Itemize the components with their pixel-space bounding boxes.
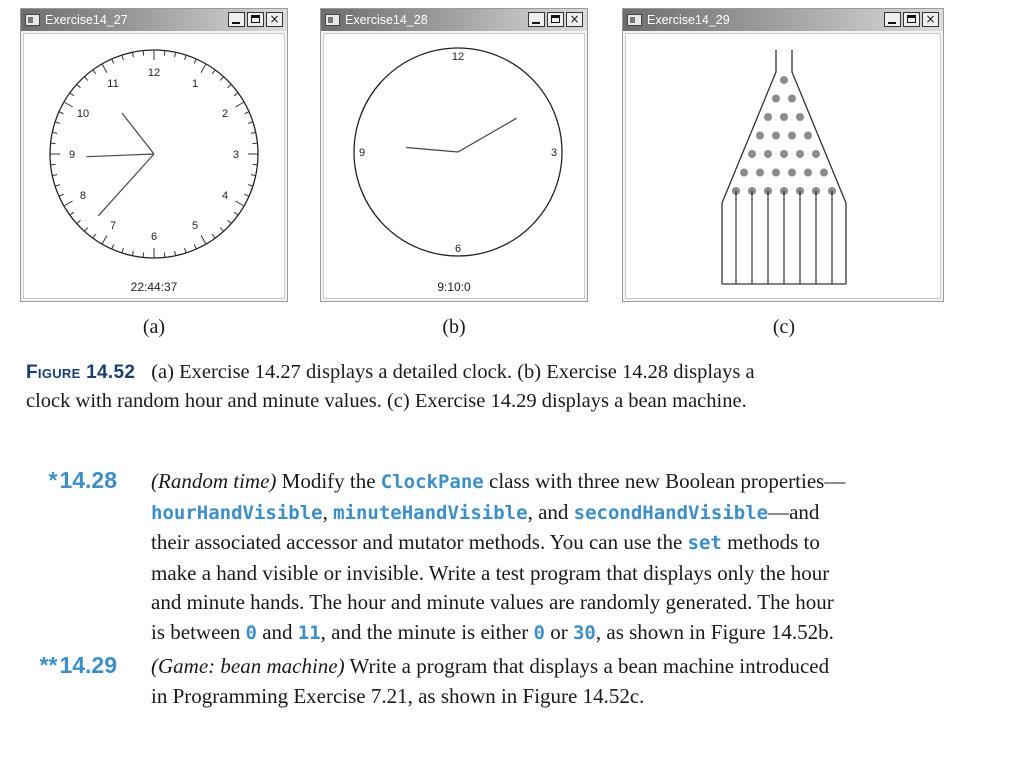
exercise-title: (Random time) — [151, 469, 277, 493]
clock-number: 11 — [107, 77, 119, 90]
window-exercise14-28 — [320, 8, 588, 302]
figure-caption — [26, 358, 926, 416]
peg — [796, 150, 804, 158]
exercise-number-text: 14.29 — [59, 652, 117, 678]
peg — [788, 95, 796, 103]
clock-number: 5 — [191, 220, 199, 233]
text: class with three new Boolean properties— — [483, 469, 846, 493]
tick-mark — [52, 175, 57, 176]
peg — [748, 150, 756, 158]
tick-mark — [143, 51, 144, 56]
text: Modify the — [276, 469, 381, 493]
difficulty-stars: ** — [39, 652, 58, 678]
tick-mark — [164, 252, 165, 257]
code-term: 0 — [245, 621, 257, 644]
app-icon[interactable] — [627, 14, 642, 26]
tick-mark — [248, 185, 253, 187]
peg — [780, 150, 788, 158]
sublabel-b: (b) — [442, 316, 466, 338]
caption-line-1: (a) Exercise 14.27 displays a detailed clock. (b) Exercise 14.28 displays a — [151, 361, 755, 383]
time-label: 9:10:0 — [437, 280, 471, 294]
tick-mark — [143, 252, 144, 257]
clock-number: 1 — [191, 77, 199, 90]
tick-mark — [132, 251, 133, 256]
text: Write a program that displays a bean machine introduced — [344, 654, 830, 678]
maximize-button[interactable] — [247, 12, 264, 27]
clock-number: 6 — [150, 231, 158, 243]
tick-mark — [122, 248, 124, 253]
title-bar[interactable] — [321, 9, 587, 31]
exercise-1428-text — [151, 467, 941, 648]
app-icon[interactable] — [25, 14, 40, 26]
hour-hand — [122, 113, 154, 154]
code-term: 11 — [297, 621, 321, 644]
tick-mark — [235, 102, 244, 107]
text: , — [322, 499, 334, 524]
peg — [772, 95, 780, 103]
code-term: ClockPane — [380, 471, 484, 493]
tick-mark — [185, 55, 187, 60]
window-title: Exercise14_29 — [647, 13, 730, 27]
caption-line-2: clock with random hour and minute values. (c) Exercise 14.29 displays a bean machine. — [26, 390, 747, 412]
peg — [788, 169, 796, 177]
text: —and — [768, 499, 820, 524]
minimize-button[interactable] — [884, 12, 901, 27]
tick-mark — [77, 84, 81, 87]
clock-number: 3 — [550, 147, 558, 159]
tick-mark — [59, 112, 64, 114]
code-term: minuteHandVisible — [333, 501, 528, 524]
tick-mark — [248, 122, 253, 124]
random-time-clock — [324, 34, 586, 300]
peg — [756, 169, 764, 177]
clock-number: 3 — [232, 149, 240, 161]
peg — [764, 113, 772, 121]
tick-mark — [212, 234, 215, 238]
minute-hand — [86, 154, 154, 157]
tick-mark — [55, 122, 60, 124]
maximize-button[interactable] — [903, 12, 920, 27]
tick-mark — [102, 64, 107, 73]
tick-mark — [77, 220, 81, 223]
clock-number: 8 — [79, 190, 87, 202]
code-term: secondHandVisible — [573, 501, 769, 524]
tick-mark — [212, 70, 215, 74]
tick-mark — [234, 93, 238, 96]
peg — [772, 132, 780, 140]
code-term: set — [687, 532, 722, 554]
sublabel-a: (a) — [142, 316, 166, 338]
code-term: 30 — [572, 621, 596, 644]
title-bar[interactable] — [623, 9, 943, 31]
close-button[interactable]: × — [566, 12, 583, 27]
line — [151, 618, 941, 649]
tick-mark — [52, 132, 57, 133]
line — [151, 498, 941, 529]
clock-number: 7 — [109, 220, 117, 233]
peg — [772, 169, 780, 177]
code-term: 0 — [533, 621, 545, 644]
window-title: Exercise14_28 — [345, 13, 428, 27]
sublabel-c: (c) — [772, 316, 796, 338]
line — [151, 652, 941, 682]
tick-mark — [64, 102, 73, 107]
tick-mark — [252, 143, 257, 144]
clock-number: 9 — [68, 149, 76, 161]
tick-mark — [164, 51, 165, 56]
tick-mark — [84, 77, 87, 81]
clock-pane — [323, 33, 585, 299]
figure-number: Figure 14.52 — [26, 362, 136, 383]
minute-hand — [458, 118, 517, 152]
app-icon[interactable] — [325, 14, 340, 26]
line: make a hand visible or invisible. Write a test program that displays only the hour — [151, 560, 830, 585]
minimize-button[interactable] — [228, 12, 245, 27]
tick-mark — [175, 251, 176, 256]
line — [151, 467, 941, 498]
peg — [820, 169, 828, 177]
line: in Programming Exercise 7.21, as shown in Figure 14.52c. — [151, 683, 645, 708]
text: and — [256, 619, 298, 644]
clock-number: 6 — [454, 243, 462, 255]
exercise-number-1428 — [17, 467, 117, 494]
tick-mark — [175, 52, 176, 57]
peg — [740, 169, 748, 177]
tick-mark — [93, 70, 96, 74]
tick-mark — [251, 175, 256, 176]
tick-mark — [185, 248, 187, 253]
line — [151, 528, 941, 559]
peg — [780, 76, 788, 84]
text: is between — [151, 619, 246, 644]
text: , and — [527, 499, 574, 524]
title-bar[interactable] — [21, 9, 287, 31]
tick-mark — [235, 201, 244, 206]
text: , as shown in Figure 14.52b. — [595, 619, 834, 644]
hour-hand — [406, 147, 458, 152]
window-exercise14-29 — [622, 8, 944, 302]
text: methods to — [721, 530, 820, 554]
close-button[interactable]: × — [922, 12, 939, 27]
tick-mark — [59, 194, 64, 196]
close-button[interactable]: × — [266, 12, 283, 27]
peg — [764, 150, 772, 158]
exercise-number-1429 — [17, 652, 117, 679]
clock-number: 2 — [221, 108, 229, 120]
tick-mark — [234, 212, 238, 215]
peg — [804, 169, 812, 177]
tick-mark — [252, 164, 257, 165]
code-term: hourHandVisible — [151, 501, 323, 524]
tick-mark — [251, 132, 256, 133]
tick-mark — [55, 185, 60, 187]
tick-mark — [93, 234, 96, 238]
tick-mark — [70, 212, 74, 215]
minimize-button[interactable] — [528, 12, 545, 27]
tick-mark — [84, 228, 87, 232]
tick-mark — [201, 64, 206, 73]
tick-mark — [51, 164, 56, 165]
bean-machine — [626, 34, 942, 300]
tick-mark — [220, 77, 223, 81]
tick-mark — [228, 220, 232, 223]
tick-mark — [102, 235, 107, 244]
tick-mark — [112, 244, 114, 249]
clock-number: 12 — [147, 67, 161, 79]
maximize-button[interactable] — [547, 12, 564, 27]
second-hand — [98, 154, 154, 216]
tick-mark — [244, 194, 249, 196]
peg — [788, 132, 796, 140]
tick-mark — [64, 201, 73, 206]
tick-mark — [201, 235, 206, 244]
tick-mark — [194, 244, 196, 249]
text: their associated accessor and mutator methods. You can use the — [151, 530, 688, 554]
peg — [804, 132, 812, 140]
exercise-1429-text — [151, 652, 941, 711]
tick-mark — [132, 52, 133, 57]
tick-mark — [70, 93, 74, 96]
clock-number: 9 — [358, 147, 366, 159]
peg — [780, 113, 788, 121]
clock-number: 4 — [221, 190, 229, 202]
detailed-clock — [24, 34, 286, 300]
text: , and the minute is either — [320, 619, 534, 644]
time-label: 22:44:37 — [130, 280, 178, 294]
window-exercise14-27 — [20, 8, 288, 302]
difficulty-stars: * — [48, 467, 58, 493]
tick-mark — [51, 143, 56, 144]
tick-mark — [244, 112, 249, 114]
tick-mark — [220, 228, 223, 232]
peg — [796, 113, 804, 121]
window-title: Exercise14_27 — [45, 13, 128, 27]
tick-mark — [194, 59, 196, 64]
clock-number: 12 — [451, 51, 465, 63]
tick-mark — [228, 84, 232, 87]
tick-mark — [122, 55, 124, 60]
clock-number: 10 — [76, 108, 90, 120]
exercise-number-text: 14.28 — [59, 467, 117, 493]
line: and minute hands. The hour and minute values are randomly generated. The hour — [151, 590, 834, 614]
exercise-title: (Game: bean machine) — [151, 654, 345, 678]
tick-mark — [112, 59, 114, 64]
bean-machine-pane — [625, 33, 941, 299]
text: or — [544, 619, 573, 644]
clock-pane — [23, 33, 285, 299]
peg — [756, 132, 764, 140]
peg — [812, 150, 820, 158]
